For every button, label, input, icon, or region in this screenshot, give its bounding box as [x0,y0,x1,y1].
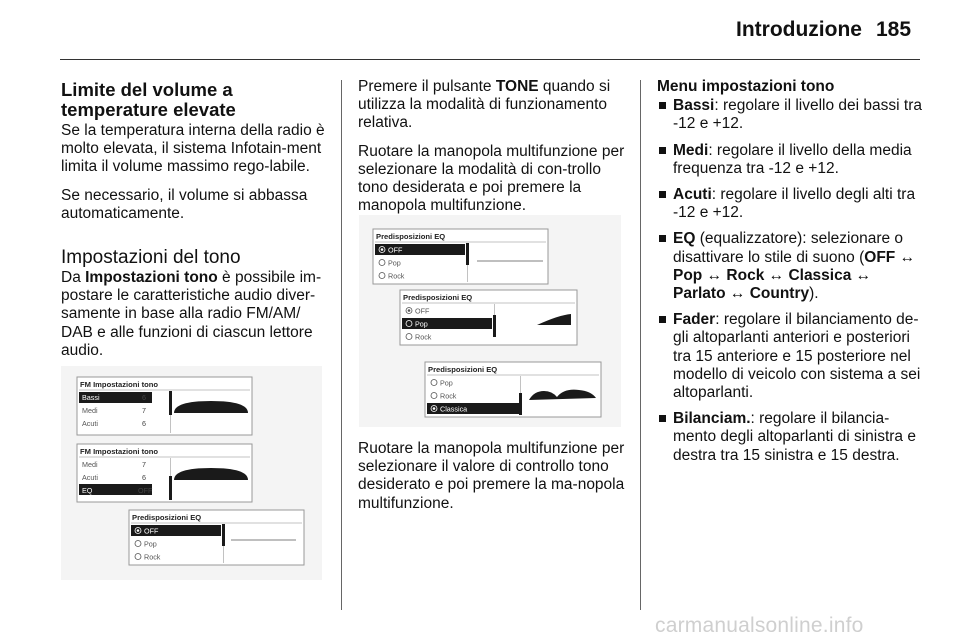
fm-screen-3 [129,510,304,565]
paragraph-rotate-knob-value: Ruotare la manopola multifunzione per selezionare il valore di controllo tono desiderato e poi premere la ma-nopola multifunzione. [358,440,625,512]
list-item-treble: Acuti: regolare il livello degli alti tra -12 e +12. [657,186,925,222]
column-divider-2 [640,80,641,610]
list-item-bass: Bassi: regolare il livello dei bassi tra -12 e +12. [657,97,925,133]
eq-screen-2-option-1: OFF [415,306,430,316]
list-item-fader: Fader: regolare il bilanciamento de-gli altoparlanti anteriori e posteriori tra 15 anteriore e 15 posteriore nel modello di veicolo con sistema a sei altoparlanti. [657,311,925,402]
bullet-square-icon [659,316,666,323]
eq-screen-1-option-2: Pop [388,258,401,268]
heading-tone-settings: Impostazioni del tono [61,247,241,269]
fm-screen-3-title: Predisposizioni EQ [132,513,202,522]
eq-screen-2 [400,290,577,345]
term-tone-settings: Impostazioni tono [85,269,218,287]
eq-screen-2-option-3: Rock [415,332,432,342]
eq-screen-1-option-3: Rock [388,271,405,281]
bullet-square-icon [659,191,666,198]
fm-screen-1-row-2-value: 7 [142,406,146,415]
figure-fm-tone-screens [61,366,322,580]
bullet-square-icon [659,235,666,242]
eq-screen-3-title: Predisposizioni EQ [428,365,498,374]
fm-screen-1-row-3-value: 6 [142,419,146,428]
fm-screen-3-option-1: OFF [144,526,159,536]
column-3 [657,78,925,473]
fm-tone-screens-illustration [61,366,322,580]
paragraph-press-tone: Premere il pulsante TONE quando si utilizza la modalità di funzionamento relativa. [358,78,611,132]
column-1 [61,80,333,370]
paragraph-volume-auto: Se necessario, il volume si abbassa automaticamente. [61,186,308,222]
eq-screen-3-option-2: Rock [440,391,457,401]
fm-screen-1-row-3-label: Acuti [82,419,98,428]
fm-screen-1 [77,377,252,435]
eq-style-rock: Rock [726,266,765,284]
fm-screen-2-row-1-label: Medi [82,460,98,469]
eq-style-pop: Pop [673,266,703,284]
fm-screen-2-row-2-label: Acuti [82,473,98,482]
fm-screen-2-row-1-value: 7 [142,460,146,469]
fm-screen-2-row-3-label: EQ [82,486,93,495]
bullet-square-icon [659,102,666,109]
eq-screen-2-option-2: Pop [415,319,428,329]
fm-screen-1-row-1-label: Bassi [82,393,100,402]
eq-style-parlato: Parlato [673,285,726,303]
bullet-square-icon [659,415,666,422]
fm-screen-3-option-2: Pop [144,539,157,549]
fm-screen-1-row-2-label: Medi [82,406,98,415]
paragraph-rotate-knob-mode: Ruotare la manopola multifunzione per selezionare la modalità di con-trollo tono desiderata e poi premere la manopola multifunzione. [358,142,625,215]
eq-style-country: Country [749,285,810,303]
fm-screen-3-option-3: Rock [144,552,161,562]
fm-screen-1-row-1-value: 6 [142,393,146,402]
header-divider [60,59,920,60]
paragraph-volume-limit: Se la temperatura interna della radio è molto elevata, il sistema Infotain-ment limita il volume massimo rego-labile. [61,122,325,176]
list-item-mid: Medi: regolare il livello della media frequenza tra -12 e +12. [657,142,925,178]
eq-screen-3-option-3: Classica [440,404,468,414]
eq-preset-screens-illustration [359,215,621,427]
page-number: 185 [876,18,912,41]
eq-screen-1 [373,229,548,284]
paragraph-tone-settings: Da Impostazioni tono è possibile im-postare le caratteristiche audio diver-samente in base alla radio FM/AM/ DAB e alle funzioni di ciascun lettore audio. [61,269,322,359]
term-tone-button: TONE [495,78,539,95]
fm-screen-2-row-3-value: OFF [138,486,153,495]
eq-screen-2-title: Predisposizioni EQ [403,293,473,302]
eq-style-off: OFF [864,248,896,266]
heading-tone-menu: Menu impostazioni tono [657,78,835,95]
fm-screen-2-row-2-value: 6 [142,473,146,482]
list-item-balance: Bilanciam.: regolare il bilancia-mento degli altoparlanti di sinistra e destra tra 15 sinistra e 15 destra. [657,410,925,465]
column-divider-1 [341,80,342,610]
eq-screen-3-option-1: Pop [440,378,453,388]
fm-screen-2-title: FM Impostazioni tono [80,447,159,456]
eq-screen-1-option-1: OFF [388,245,403,255]
fm-screen-2 [77,444,252,502]
watermark: carmanualsonline.info [655,614,864,637]
heading-volume-limit: Limite del volume a temperature elevate [61,79,236,120]
eq-screen-1-title: Predisposizioni EQ [376,232,446,241]
section-title: Introduzione [736,18,862,41]
figure-eq-preset-screens [359,215,621,427]
eq-screen-3 [425,362,601,417]
bullet-square-icon [659,147,666,154]
list-item-eq: EQ (equalizzatore): selezionare o disattivare lo stile di suono (OFF ↔ Pop ↔ Rock ↔ Classica ↔ Parlato ↔ Country). [657,230,925,303]
fm-screen-1-title: FM Impostazioni tono [80,380,159,389]
eq-style-classica: Classica [788,266,852,284]
